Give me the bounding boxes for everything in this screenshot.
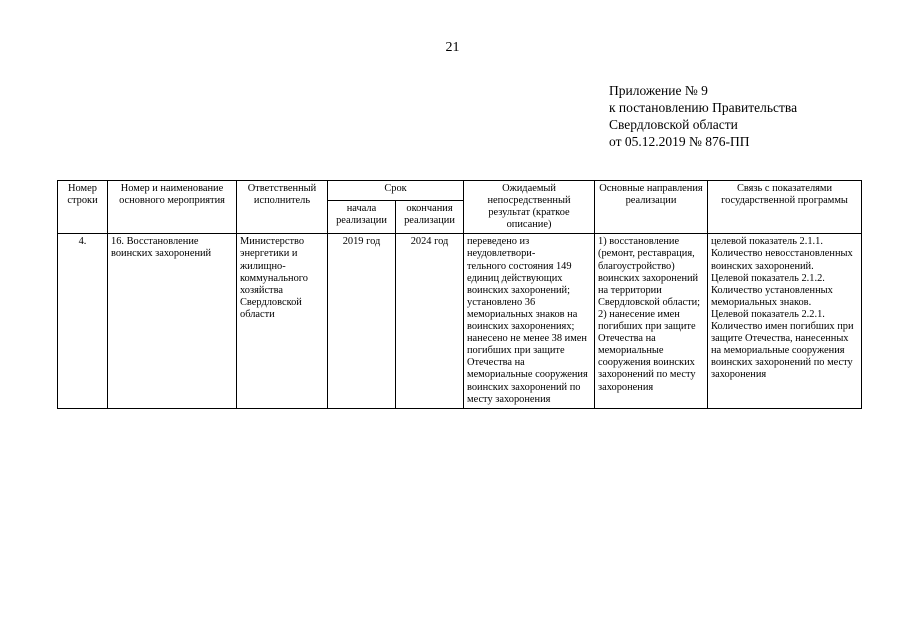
- header-executor: Ответственный исполнитель: [237, 181, 328, 234]
- header-activity: Номер и наименование основного мероприятия: [108, 181, 237, 234]
- result-line: переведено из неудовлетвори-: [467, 236, 536, 260]
- header-directions: Основные направления реализации: [595, 181, 708, 234]
- header-term: Срок: [328, 181, 464, 201]
- header-result: Ожидаемый непосредственный результат (краткое описание): [464, 181, 595, 234]
- cell-row-number: 4.: [58, 234, 108, 408]
- cell-end: 2024 год: [396, 234, 464, 408]
- direction-line: 1) восстановление (ремонт, реставрация, благоустройство) воинских захоронений на территории Свердловской области;: [598, 236, 701, 308]
- direction-line: 2) нанесение имен погибших при защите Отечества на мемориальные сооружения воинских захоронений по месту захоронения: [598, 308, 696, 393]
- cell-activity: 16. Восстановление воинских захоронений: [108, 234, 237, 408]
- cell-start: 2019 год: [328, 234, 396, 408]
- header-term-end: окончания реализации: [396, 200, 464, 234]
- result-line: нанесено не менее 38 имен погибших при защите Отечества на мемориальные сооружения воинских захоронений по месту захоронения: [467, 333, 588, 405]
- table-row: [58, 234, 862, 408]
- page-number: 21: [445, 40, 460, 55]
- header-row-number: Номер строки: [58, 181, 108, 234]
- indicator-line: Целевой показатель 2.2.1. Количество имен погибших при защите Отечества, нанесенных на мемориальные сооружения воинских захоронений по месту захоронения: [711, 308, 854, 381]
- cell-indicators: [708, 234, 862, 408]
- appendix-line: к постановлению Правительства: [609, 100, 798, 115]
- appendix-header: [609, 82, 797, 150]
- result-line: установлено 36 мемориальных знаков на воинских захоронениях;: [467, 296, 578, 333]
- appendix-line: Приложение № 9: [609, 83, 708, 98]
- cell-result: [464, 234, 595, 408]
- header-indicators: Связь с показателями государственной программы: [708, 181, 862, 234]
- cell-executor: Министерство энергетики и жилищно-коммунального хозяйства Свердловской области: [237, 234, 328, 408]
- header-term-start: начала реализации: [328, 200, 396, 234]
- appendix-line: от 05.12.2019 № 876-ПП: [609, 134, 750, 149]
- activities-table: [57, 180, 862, 409]
- appendix-line: Свердловской области: [609, 117, 738, 132]
- cell-directions: [595, 234, 708, 408]
- indicator-line: целевой показатель 2.1.1. Количество невосстановленных воинских захоронений.: [711, 236, 853, 272]
- header-row: [58, 181, 862, 201]
- result-line: тельного состояния 149 единиц действующих воинских захоронений;: [467, 260, 572, 296]
- indicator-line: Целевой показатель 2.1.2. Количество установленных мемориальных знаков.: [711, 272, 833, 308]
